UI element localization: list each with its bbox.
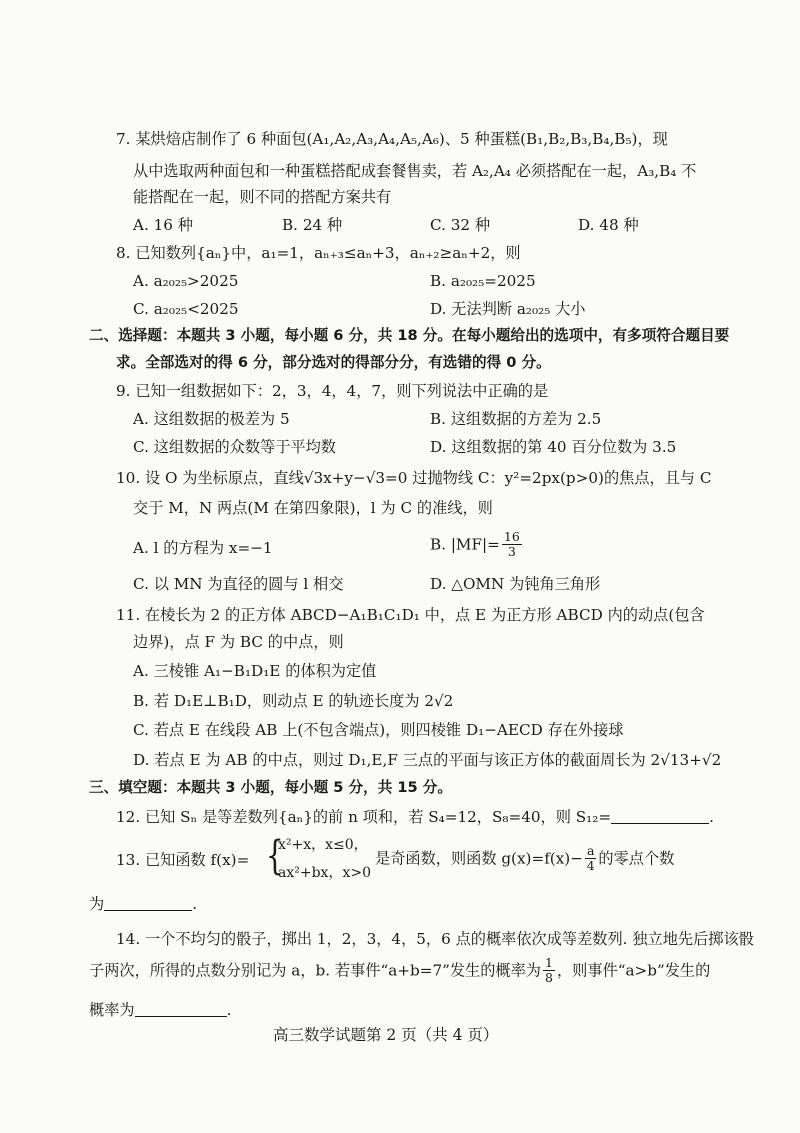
- q10-option-d: D. △OMN 为钝角三角形: [430, 575, 601, 593]
- q14-line-1: 14. 一个不均匀的骰子，掷出 1，2，3，4，5，6 点的概率依次成等差数列. 独立地先后掷该骰: [116, 930, 754, 948]
- q8-option-c: C. a₂₀₂₅<2025: [133, 300, 239, 318]
- q8-option-b: B. a₂₀₂₅=2025: [430, 272, 536, 290]
- q11-option-d: D. 若点 E 为 AB 的中点，则过 D₁,E,F 三点的平面与该正方体的截面周长为 2√13+√2: [133, 751, 722, 769]
- q13-answer-blank[interactable]: [104, 896, 192, 911]
- q14-line-2-prefix: 子两次，所得的点数分别记为 a，b. 若事件“a+b=7”发生的概率为: [89, 961, 541, 980]
- section-3-heading: 三、填空题：本题共 3 小题，每小题 5 分，共 15 分。: [89, 779, 452, 796]
- q13-suffix: 的零点个数: [598, 849, 675, 868]
- q7-line-3: 能搭配在一起，则不同的搭配方案共有: [133, 188, 392, 206]
- q10-option-b: [430, 530, 524, 560]
- q14-fraction-numerator: 1: [545, 955, 553, 970]
- q14-fraction: [543, 956, 555, 986]
- q13-prefix: 13. 已知函数 f(x)=: [116, 851, 250, 869]
- q13-fraction-numerator: a: [586, 843, 595, 858]
- q10-option-c: C. 以 MN 为直径的圆与 l 相交: [133, 575, 344, 593]
- q7-option-b: B. 24 种: [282, 216, 343, 234]
- q14-line-2: [89, 956, 710, 986]
- q10-option-a: A. l 的方程为 x=−1: [133, 539, 273, 557]
- q12: [116, 809, 714, 825]
- q14-fraction-denominator: 8: [545, 970, 553, 986]
- q10-line-2: 交于 M，N 两点(M 在第四象限)，l 为 C 的准线，则: [133, 499, 493, 517]
- q9-option-c: C. 这组数据的众数等于平均数: [133, 438, 336, 456]
- q7-option-c: C. 32 种: [430, 216, 491, 234]
- q13-fraction-denominator: 4: [586, 858, 595, 874]
- q11-option-b: B. 若 D₁E⊥B₁D，则动点 E 的轨迹长度为 2√2: [133, 692, 454, 710]
- q14-line-2-suffix: ，则事件“a>b”发生的: [556, 961, 711, 980]
- q8-stem: 8. 已知数列{aₙ}中，a₁=1，aₙ₊₃≤aₙ+3，aₙ₊₂≥aₙ+2，则: [116, 244, 521, 262]
- q13-line-2-prefix: 为: [89, 895, 105, 913]
- q7-line-1: 7. 某烘焙店制作了 6 种面包(A₁,A₂,A₃,A₄,A₅,A₆)、5 种蛋糕(B₁,B₂,B₃,B₄,B₅)，现: [116, 130, 668, 148]
- q11-option-a: A. 三棱锥 A₁−B₁D₁E 的体积为定值: [133, 662, 377, 680]
- q14-period: .: [226, 1001, 232, 1019]
- q13-fraction: [585, 844, 596, 874]
- q14-answer-blank[interactable]: [135, 1002, 227, 1017]
- q14-line-3: [89, 1002, 231, 1018]
- q8-option-a: A. a₂₀₂₅>2025: [133, 272, 239, 290]
- q12-text: 12. 已知 Sₙ 是等差数列{aₙ}的前 n 项和，若 S₄=12，S₈=40，则 S₁₂=: [116, 808, 612, 826]
- q7-option-d: D. 48 种: [578, 216, 639, 234]
- q9-option-a: A. 这组数据的极差为 5: [133, 410, 290, 428]
- q13-period: .: [192, 895, 198, 913]
- q10-option-b-denominator: 3: [507, 544, 516, 560]
- q7-option-a: A. 16 种: [133, 216, 193, 234]
- q10-option-b-fraction: [502, 530, 522, 560]
- q14-line-3-prefix: 概率为: [89, 1001, 135, 1019]
- q13-brace: {: [265, 833, 284, 879]
- q10-option-b-label: B. |MF|=: [430, 535, 500, 554]
- q9-option-d: D. 这组数据的第 40 百分位数为 3.5: [430, 438, 677, 456]
- q9-option-b: B. 这组数据的方差为 2.5: [430, 410, 602, 428]
- q13-case-1: x²+x，x≤0，: [278, 837, 368, 853]
- q13-line-2: [89, 896, 197, 912]
- q11-line-2: 边界)，点 F 为 BC 的中点，则: [133, 633, 344, 651]
- q12-period: .: [709, 808, 714, 826]
- section-2-heading: 二、选择题：本题共 3 小题，每小题 6 分，共 18 分。在每小题给出的选项中，有多项符合题目要: [89, 327, 730, 344]
- q12-answer-blank[interactable]: [611, 809, 709, 824]
- q11-line-1: 11. 在棱长为 2 的正方体 ABCD−A₁B₁C₁D₁ 中，点 E 为正方形 ABCD 内的动点(包含: [116, 606, 705, 624]
- q10-line-1: 10. 设 O 为坐标原点，直线√3x+y−√3=0 过抛物线 C：y²=2px(p>0)的焦点，且与 C: [116, 469, 712, 487]
- q11-option-c: C. 若点 E 在线段 AB 上(不包含端点)，则四棱锥 D₁−AECD 存在外接球: [133, 721, 624, 739]
- q10-option-b-numerator: 16: [503, 529, 520, 544]
- q8-option-d: D. 无法判断 a₂₀₂₅ 大小: [430, 300, 586, 318]
- q7-line-2: 从中选取两种面包和一种蛋糕搭配成套餐售卖，若 A₂,A₄ 必须搭配在一起，A₃,B₄ 不: [133, 162, 697, 180]
- q13-case-2: ax²+bx，x>0: [278, 865, 371, 881]
- q9-stem: 9. 已知一组数据如下：2，3，4，4，7，则下列说法中正确的是: [116, 382, 549, 400]
- page-footer: 高三数学试题第 2 页（共 4 页）: [273, 1026, 499, 1044]
- q13-mid: [375, 844, 674, 874]
- section-2-heading-cont: 求。全部选对的得 6 分，部分选对的得部分分，有选错的得 0 分。: [116, 354, 551, 371]
- q13-mid-text: 是奇函数，则函数 g(x)=f(x)−: [375, 849, 583, 868]
